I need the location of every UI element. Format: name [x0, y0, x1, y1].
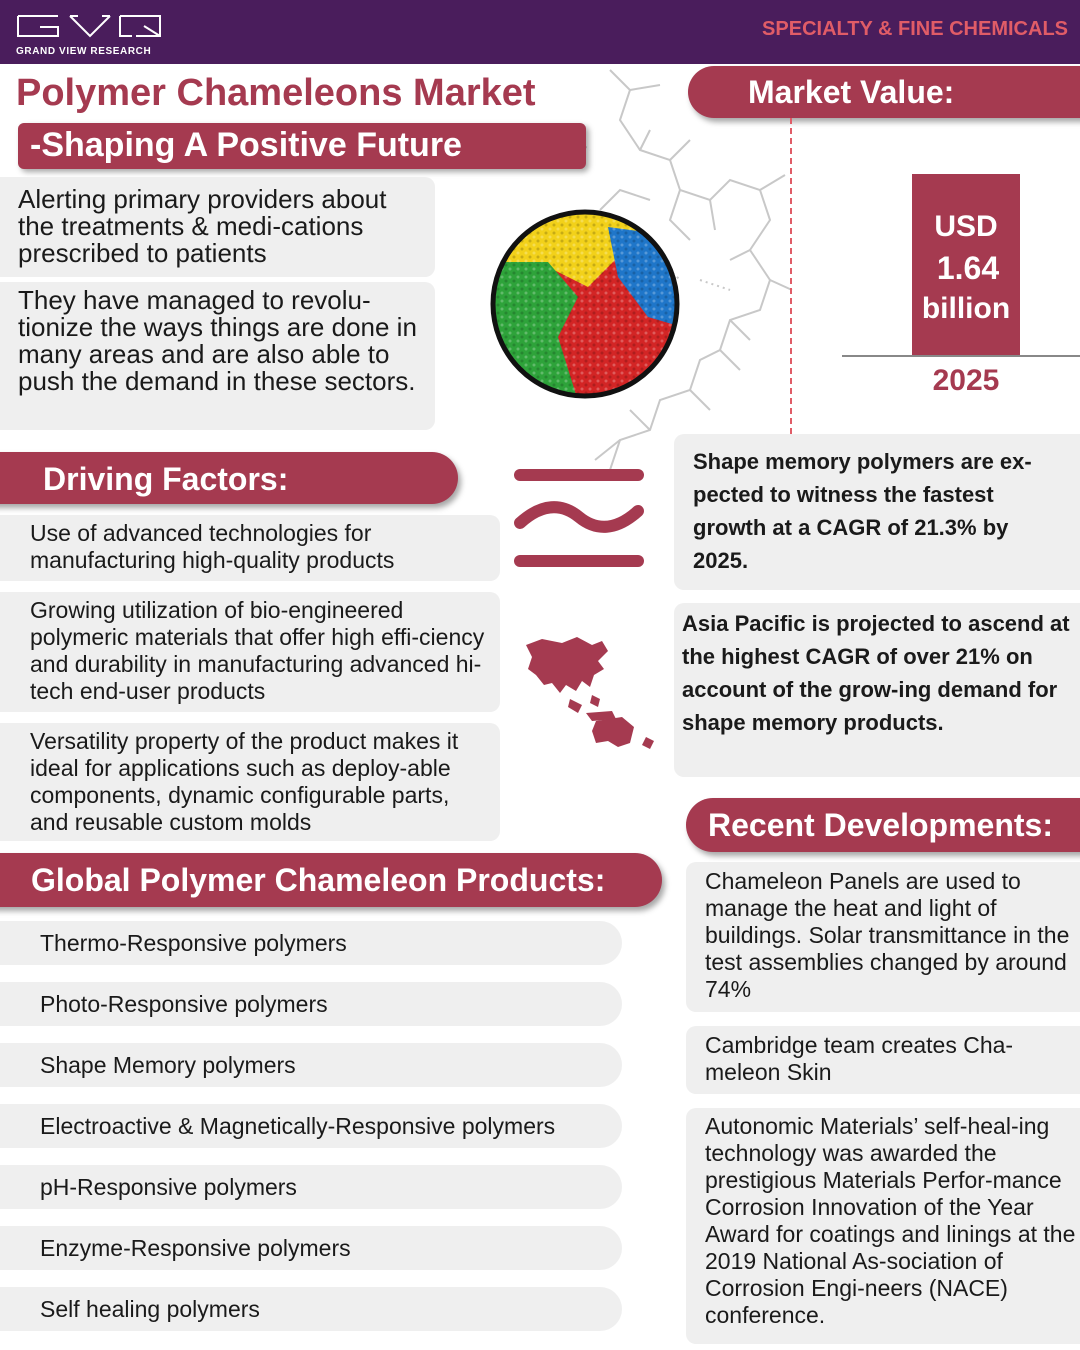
market-value-unit: billion	[921, 292, 1011, 325]
development-text-1: Chameleon Panels are used to manage the heat and light of buildings. Solar transmittance in the test assemblies changed by around 74%	[705, 868, 1070, 1002]
market-value-heading: Market Value:	[748, 74, 955, 110]
product-label: pH-Responsive polymers	[40, 1174, 297, 1200]
product-label: Self healing polymers	[40, 1296, 260, 1322]
intro-box-1	[0, 177, 435, 277]
factor-text-3: Versatility property of the product makes it ideal for applications such as deploy-able components, dynamic configurable parts, and reusable custom molds	[30, 728, 459, 835]
asia-pacific-text: Asia Pacific is projected to ascend at the highest CAGR of over 21% on account of the grow-ing demand for shape memory products.	[682, 611, 1070, 735]
development-text-2: Cambridge team creates Cha-meleon Skin	[705, 1032, 1014, 1085]
product-label: Electroactive & Magnetically-Responsive polymers	[40, 1113, 556, 1139]
shape-memory-box	[674, 434, 1080, 590]
page-title: Polymer Chameleons Market	[16, 72, 536, 114]
development-text-3: Autonomic Materials’ self-heal-ing technology was awarded the prestigious Materials Perfor-mance Corrosion Innovation of the Year Award for coatings and linings at the 2019 National As-sociation of Corrosion Engi-neers (NACE) conference.	[705, 1113, 1076, 1328]
asia-pacific-map-icon	[522, 635, 662, 755]
market-value-band	[688, 66, 1080, 118]
dashed-divider	[790, 118, 792, 434]
products-band	[0, 853, 662, 907]
market-value-currency: USD	[934, 210, 998, 243]
intro-text-1: Alerting primary providers about the treatments & medi-cations prescribed to patients	[18, 184, 387, 268]
product-item	[0, 1226, 622, 1270]
product-item	[0, 1104, 622, 1148]
factor-box-3	[0, 723, 500, 841]
development-box-3	[686, 1108, 1080, 1344]
intro-text-2: They have managed to revolu-tionize the ways things are done in many areas and are also able to push the demand in these sectors.	[18, 285, 417, 396]
polymer-pellets-icon	[488, 207, 682, 401]
development-box-1	[686, 862, 1080, 1012]
shape-memory-text: Shape memory polymers are ex-pected to witness the fastest growth at a CAGR of 21.3% by 2025.	[693, 449, 1032, 573]
asia-pacific-box	[674, 603, 1080, 777]
product-item	[0, 1165, 622, 1209]
driving-factors-heading: Driving Factors:	[43, 461, 289, 497]
product-item	[0, 921, 622, 965]
factor-box-2	[0, 592, 500, 712]
intro-box-2	[0, 282, 435, 430]
product-label: Shape Memory polymers	[40, 1052, 296, 1078]
driving-factors-band	[0, 452, 458, 504]
logo-text: GRAND VIEW RESEARCH	[16, 46, 152, 57]
recent-developments-band	[686, 798, 1080, 852]
product-item	[0, 1287, 622, 1331]
product-label: Enzyme-Responsive polymers	[40, 1235, 351, 1261]
market-value-year: 2025	[932, 364, 1000, 397]
product-label: Thermo-Responsive polymers	[40, 930, 347, 956]
approximately-icon	[512, 465, 646, 571]
baseline	[842, 355, 1080, 357]
product-label: Photo-Responsive polymers	[40, 991, 328, 1017]
gvr-logo-icon	[16, 14, 162, 38]
recent-developments-heading: Recent Developments:	[708, 807, 1053, 843]
product-item	[0, 1043, 622, 1087]
factor-box-1	[0, 515, 500, 581]
products-heading: Global Polymer Chameleon Products:	[31, 862, 606, 898]
market-value-amount: 1.64	[936, 250, 1000, 286]
page-subtitle: -Shaping A Positive Future	[30, 126, 462, 164]
product-item	[0, 982, 622, 1026]
category-label: SPECIALTY & FINE CHEMICALS	[762, 18, 1068, 40]
factor-text-2: Growing utilization of bio-engineered polymeric materials that offer high effi-ciency and durability in manufacturing advanced hi-tech end-user products	[30, 597, 485, 704]
development-box-2	[686, 1026, 1080, 1094]
factor-text-1: Use of advanced technologies for manufacturing high-quality products	[30, 520, 395, 573]
